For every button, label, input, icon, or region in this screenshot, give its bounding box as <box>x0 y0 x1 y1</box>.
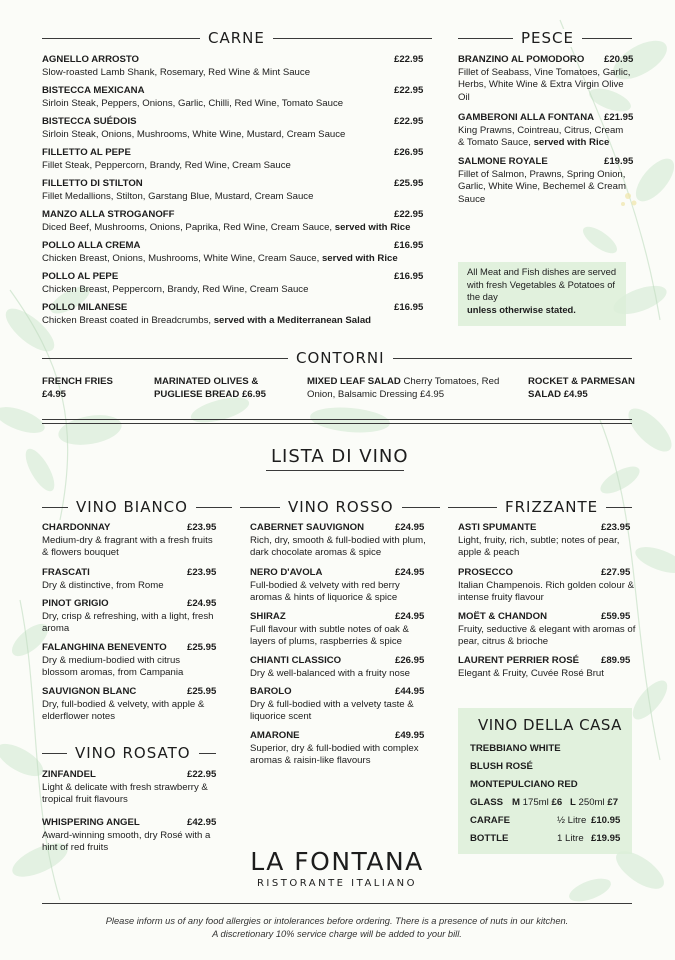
item-price: £22.95 <box>394 85 424 96</box>
item-description <box>42 830 216 855</box>
contorni-price: £4.95 <box>42 388 67 400</box>
item-name: BAROLO <box>250 686 292 697</box>
glass-medium <box>512 797 562 808</box>
glass-l-price: £7 <box>607 797 619 808</box>
item-description-text: Sirloin Steak, Peppers, Onions, Garlic, Chilli, Red Wine, Tomato Sauce <box>42 97 344 109</box>
item-description <box>250 743 430 768</box>
carne-heading: CARNE <box>200 29 273 47</box>
sides-note <box>458 262 626 326</box>
menu-item <box>458 655 636 680</box>
item-price: £22.95 <box>394 209 424 220</box>
item-description <box>42 580 216 593</box>
footer <box>42 915 632 941</box>
item-price: £24.95 <box>395 611 425 622</box>
carafe-label: CARAFE <box>470 815 510 826</box>
item-name: PROSECCO <box>458 567 513 578</box>
item-description-text: Full-bodied & velvety with red berry aromas & hints of liquorice & spice <box>250 579 400 603</box>
bottle-row <box>470 833 620 844</box>
item-description <box>42 222 434 235</box>
item-description <box>42 67 434 80</box>
contorni-item-salad <box>307 376 517 401</box>
brand-name: LA FONTANA <box>250 847 424 876</box>
menu-item <box>42 642 216 680</box>
bottle-label: BOTTLE <box>470 833 509 844</box>
item-description <box>458 67 632 105</box>
item-price: £16.95 <box>394 302 424 313</box>
contorni-item-fries <box>42 376 142 401</box>
item-description <box>42 191 434 204</box>
menu-item <box>42 769 216 807</box>
item-name: POLLO MILANESE <box>42 302 128 313</box>
item-description <box>42 611 216 636</box>
item-name: FILLETTO DI STILTON <box>42 178 143 189</box>
bottle-price: £19.95 <box>591 833 621 844</box>
item-name: PINOT GRIGIO <box>42 598 109 609</box>
item-description-text: Sirloin Steak, Onions, Mushrooms, White Wine, Mustard, Cream Sauce <box>42 128 346 140</box>
item-description <box>458 125 632 150</box>
menu-item <box>458 156 632 206</box>
menu-item <box>42 302 434 327</box>
contorni-name: MARINATED OLIVES & <box>154 376 259 387</box>
menu-item <box>42 85 434 110</box>
item-description-text: Fillet Medallions, Stilton, Garstang Blue, Mustard, Cream Sauce <box>42 190 314 202</box>
glass-m: M <box>512 797 520 808</box>
item-description-text: Dry & full-bodied with a velvety taste & liquorice scent <box>250 698 414 722</box>
item-price: £26.95 <box>394 147 424 158</box>
item-price: £24.95 <box>395 567 425 578</box>
item-name: AGNELLO ARROSTO <box>42 54 140 65</box>
item-description <box>458 580 636 605</box>
contorni-name: ROCKET & PARMESAN <box>528 376 635 387</box>
wine-list-title: LISTA DI VINO <box>271 446 409 467</box>
sides-note-text: All Meat and Fish dishes are served with fresh Vegetables & Potatoes of the day <box>467 266 617 302</box>
item-description-text: Dry & well-balanced with a fruity nose <box>250 667 410 679</box>
item-description-text: Fillet of Salmon, Prawns, Spring Onion, Garlic, White Wine, Bechemel & Cream Sauce <box>458 168 626 205</box>
menu-item <box>250 522 430 560</box>
glass-m-size: 175ml <box>522 797 549 808</box>
glass-m-price: £6 <box>551 797 563 808</box>
menu-item <box>458 112 632 150</box>
item-name: FRASCATI <box>42 567 90 578</box>
rosso-heading: VINO ROSSO <box>280 498 402 516</box>
menu-item <box>42 209 434 234</box>
glass-large <box>570 797 618 808</box>
menu-item <box>42 147 434 172</box>
menu-item <box>42 817 216 855</box>
item-name: LAURENT PERRIER ROSÉ <box>458 655 579 666</box>
item-description-text: Slow-roasted Lamb Shank, Rosemary, Red Wine & Mint Sauce <box>42 66 311 78</box>
item-price: £89.95 <box>601 655 631 666</box>
menu-item <box>42 54 434 79</box>
item-description-bold: served with Rice <box>321 252 398 264</box>
item-description-bold: served with a Mediterranean Salad <box>213 314 372 326</box>
glass-label: GLASS <box>470 797 504 808</box>
item-price: £22.95 <box>394 116 424 127</box>
item-description <box>458 169 632 207</box>
item-name: ASTI SPUMANTE <box>458 522 537 533</box>
item-description-text: Chicken Breast, Onions, Mushrooms, White Wine, Cream Sauce, <box>42 252 320 264</box>
menu-item <box>42 522 216 560</box>
item-description-text: Italian Champenois. Rich golden colour & intense fruity flavour <box>458 579 634 603</box>
item-description <box>42 782 216 807</box>
menu-item <box>458 611 636 649</box>
item-name: SHIRAZ <box>250 611 286 622</box>
item-name: FALANGHINA BENEVENTO <box>42 642 167 653</box>
glass-l-size: 250ml <box>578 797 605 808</box>
item-description-text: Fillet of Seabass, Vine Tomatoes, Garlic, Herbs, White Wine & Extra Virgin Olive Oil <box>458 66 631 103</box>
brand-tagline: RISTORANTE ITALIANO <box>256 878 418 889</box>
item-name: NERO D'AVOLA <box>250 567 323 578</box>
frizzante-heading: FRIZZANTE <box>497 498 606 516</box>
item-description <box>42 699 216 724</box>
item-price: £16.95 <box>394 271 424 282</box>
item-description <box>458 535 636 560</box>
item-description-text: Award-winning smooth, dry Rosé with a hint of red fruits <box>42 829 211 853</box>
contorni-item-rocket <box>528 376 638 401</box>
menu-item <box>458 522 636 560</box>
menu-item <box>42 271 434 296</box>
item-name: CABERNET SAUVIGNON <box>250 522 365 533</box>
item-price: £59.95 <box>601 611 631 622</box>
item-description-text: Light, fruity, rich, subtle; notes of pear, apple & peach <box>458 534 620 558</box>
footer-allergy: Please inform us of any food allergies or intolerances before ordering. There is a presence of nuts in our kitchen. <box>105 916 569 926</box>
item-price: £21.95 <box>604 112 634 123</box>
item-description-text: Diced Beef, Mushrooms, Onions, Paprika, Red Wine, Cream Sauce, <box>42 221 333 233</box>
house-wine-heading: VINO DELLA CASA <box>478 716 622 734</box>
item-description-text: King Prawns, Cointreau, Citrus, Cream & Tomato Sauce, <box>458 124 624 148</box>
item-description <box>42 129 434 142</box>
rosato-heading: VINO ROSATO <box>67 744 199 762</box>
item-name: MANZO ALLA STROGANOFF <box>42 209 175 220</box>
contorni-desc: Cherry Tomatoes, Red Onion, Balsamic Dressing £4.95 <box>307 376 500 400</box>
item-description-text: Rich, dry, smooth & full-bodied with plum, dark chocolate aromas & spice <box>250 534 426 558</box>
item-description <box>42 284 434 297</box>
menu-item <box>42 240 434 265</box>
item-name: CHARDONNAY <box>42 522 111 533</box>
item-price: £49.95 <box>395 730 425 741</box>
menu-item <box>250 730 430 768</box>
item-description-text: Fruity, seductive & elegant with aromas of pear, citrus & brioche <box>458 623 636 647</box>
item-description-text: Elegant & Fruity, Cuvée Rosé Brut <box>458 667 604 679</box>
contorni-name: FRENCH FRIES <box>42 376 113 387</box>
item-description <box>42 160 434 173</box>
item-description-text: Dry, full-bodied & velvety, with apple & elderflower notes <box>42 698 205 722</box>
item-price: £19.95 <box>604 156 634 167</box>
item-description <box>458 624 636 649</box>
menu-item <box>42 686 216 724</box>
item-name: SAUVIGNON BLANC <box>42 686 137 697</box>
item-name: FILLETTO AL PEPE <box>42 147 131 158</box>
glass-row <box>470 797 620 808</box>
carafe-size: ½ Litre <box>557 815 587 826</box>
contorni-name: MIXED LEAF SALAD <box>307 376 401 387</box>
item-price: £23.95 <box>187 522 217 533</box>
item-price: £16.95 <box>394 240 424 251</box>
menu-item <box>458 567 636 605</box>
item-name: MOËT & CHANDON <box>458 611 548 622</box>
item-description <box>42 655 216 680</box>
item-price: £22.95 <box>187 769 217 780</box>
item-description <box>458 668 636 681</box>
contorni-item-olives <box>154 376 294 401</box>
item-name: ZINFANDEL <box>42 769 96 780</box>
item-name: AMARONE <box>250 730 300 741</box>
item-name: BISTECCA SUÉDOIS <box>42 116 137 127</box>
item-description <box>250 668 430 681</box>
item-name: POLLO AL PEPE <box>42 271 119 282</box>
item-price: £23.95 <box>601 522 631 533</box>
glass-l: L <box>570 797 576 808</box>
item-description-text: Dry & distinctive, from Rome <box>42 579 164 591</box>
contorni-price: PUGLIESE BREAD £6.95 <box>154 388 266 400</box>
item-name: CHIANTI CLASSICO <box>250 655 342 666</box>
item-name: POLLO ALLA CREMA <box>42 240 141 251</box>
item-price: £42.95 <box>187 817 217 828</box>
carafe-row <box>470 815 620 826</box>
item-price: £25.95 <box>394 178 424 189</box>
item-description-text: Fillet Steak, Peppercorn, Brandy, Red Wine, Cream Sauce <box>42 159 291 171</box>
item-name: BRANZINO AL POMODORO <box>458 54 585 65</box>
menu-item <box>250 611 430 649</box>
carafe-price: £10.95 <box>591 815 621 826</box>
menu-item <box>42 116 434 141</box>
menu-item <box>250 567 430 605</box>
item-description-bold: served with Rice <box>334 221 411 233</box>
item-description <box>250 699 430 724</box>
item-description <box>250 624 430 649</box>
item-price: £23.95 <box>187 567 217 578</box>
item-price: £24.95 <box>187 598 217 609</box>
menu-item <box>42 567 216 592</box>
house-wine-red: MONTEPULCIANO RED <box>470 779 578 790</box>
item-price: £20.95 <box>604 54 634 65</box>
item-price: £44.95 <box>395 686 425 697</box>
item-name: GAMBERONI ALLA FONTANA <box>458 112 595 123</box>
item-description-text: Chicken Breast coated in Breadcrumbs, <box>42 314 212 326</box>
bottle-size: 1 Litre <box>557 833 584 844</box>
house-wine-white: TREBBIANO WHITE <box>470 743 561 754</box>
item-description <box>42 253 434 266</box>
menu-item <box>42 178 434 203</box>
item-description-text: Full flavour with subtle notes of oak & layers of plums, raspberries & spice <box>250 623 409 647</box>
item-price: £25.95 <box>187 686 217 697</box>
bianco-heading: VINO BIANCO <box>68 498 196 516</box>
menu-item <box>250 655 430 680</box>
item-description <box>42 315 434 328</box>
contorni-price: SALAD £4.95 <box>528 388 588 400</box>
house-wine-rose: BLUSH ROSÉ <box>470 761 533 772</box>
item-name: WHISPERING ANGEL <box>42 817 140 828</box>
house-wine-panel <box>458 708 632 854</box>
item-name: BISTECCA MEXICANA <box>42 85 145 96</box>
contorni-heading: CONTORNI <box>288 349 393 367</box>
item-description <box>42 98 434 111</box>
brand-logo <box>230 848 444 889</box>
item-description-text: Light & delicate with fresh strawberry & tropical fruit flavours <box>42 781 208 805</box>
item-price: £22.95 <box>394 54 424 65</box>
sides-note-bold: unless otherwise stated. <box>467 303 576 315</box>
item-price: £25.95 <box>187 642 217 653</box>
item-price: £27.95 <box>601 567 631 578</box>
pesce-heading: PESCE <box>513 29 582 47</box>
menu-item <box>250 686 430 724</box>
menu-item <box>458 54 632 104</box>
item-description <box>250 580 430 605</box>
item-name: SALMONE ROYALE <box>458 156 548 167</box>
item-description-bold: served with Rice <box>533 137 610 148</box>
menu-item <box>42 598 216 636</box>
item-price: £26.95 <box>395 655 425 666</box>
item-price: £24.95 <box>395 522 425 533</box>
item-description-text: Medium-dry & fragrant with a fresh fruits & flowers bouquet <box>42 534 213 558</box>
footer-service: A discretionary 10% service charge will be added to your bill. <box>212 929 462 939</box>
item-description-text: Chicken Breast, Peppercorn, Brandy, Red Wine, Cream Sauce <box>42 283 309 295</box>
item-description-text: Dry & medium-bodied with citrus blossom aromas, from Campania <box>42 654 184 678</box>
item-description <box>250 535 430 560</box>
item-description-text: Dry, crisp & refreshing, with a light, fresh aroma <box>42 610 214 634</box>
item-description-text: Superior, dry & full-bodied with complex aromas & raisin-like flavours <box>250 742 419 766</box>
item-description <box>42 535 216 560</box>
